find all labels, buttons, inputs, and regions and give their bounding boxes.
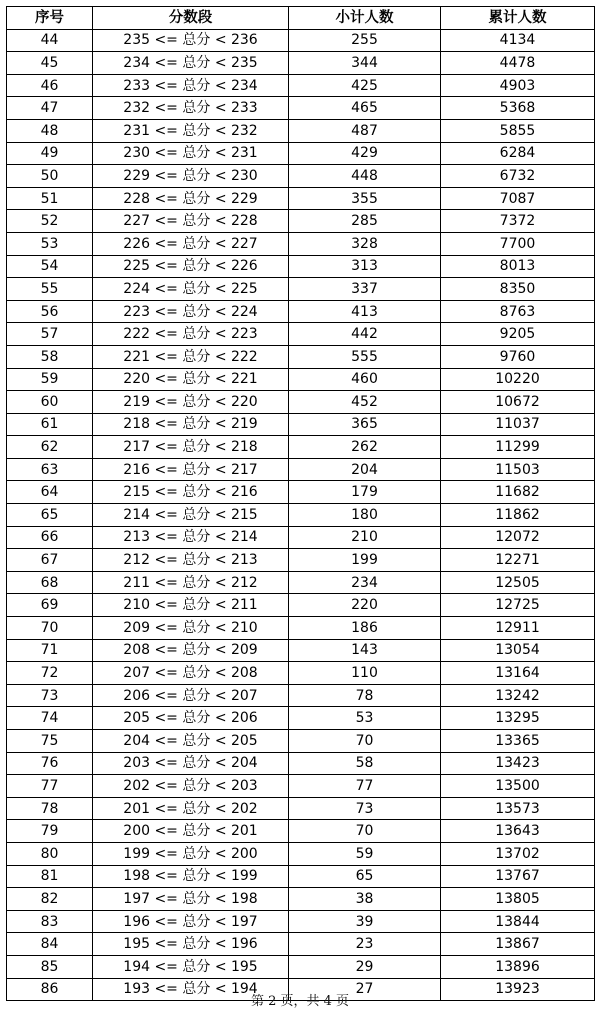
table-row: [7, 300, 595, 323]
cell-subtotal-count: 365: [289, 413, 441, 436]
cell-cumulative-count: 13242: [441, 684, 595, 707]
cell-subtotal-count: 460: [289, 368, 441, 391]
cell-cumulative-count: 11862: [441, 504, 595, 527]
cell-index: 86: [7, 978, 93, 1001]
cell-score-range: 225 <= 总分 < 226: [93, 255, 289, 278]
cell-cumulative-count: 10672: [441, 391, 595, 414]
table-row: [7, 52, 595, 75]
cell-cumulative-count: 12911: [441, 617, 595, 640]
table-row: [7, 888, 595, 911]
cell-cumulative-count: 6284: [441, 142, 595, 165]
cell-cumulative-count: 13295: [441, 707, 595, 730]
cell-cumulative-count: 13573: [441, 797, 595, 820]
table-row: [7, 910, 595, 933]
cell-index: 75: [7, 730, 93, 753]
cell-cumulative-count: 13805: [441, 888, 595, 911]
cell-subtotal-count: 452: [289, 391, 441, 414]
cell-subtotal-count: 413: [289, 300, 441, 323]
cell-score-range: 217 <= 总分 < 218: [93, 436, 289, 459]
cell-score-range: 199 <= 总分 < 200: [93, 842, 289, 865]
cell-index: 77: [7, 775, 93, 798]
cell-cumulative-count: 4478: [441, 52, 595, 75]
table-row: [7, 639, 595, 662]
cell-index: 83: [7, 910, 93, 933]
cell-subtotal-count: 465: [289, 97, 441, 120]
cell-score-range: 210 <= 总分 < 211: [93, 594, 289, 617]
cell-score-range: 214 <= 总分 < 215: [93, 504, 289, 527]
table-row: [7, 549, 595, 572]
header-score-range: 分数段: [93, 7, 289, 30]
cell-cumulative-count: 9760: [441, 345, 595, 368]
cell-subtotal-count: 448: [289, 165, 441, 188]
cell-cumulative-count: 11682: [441, 481, 595, 504]
cell-cumulative-count: 13923: [441, 978, 595, 1001]
cell-index: 81: [7, 865, 93, 888]
table-row: [7, 707, 595, 730]
cell-score-range: 203 <= 总分 < 204: [93, 752, 289, 775]
cell-index: 47: [7, 97, 93, 120]
cell-score-range: 197 <= 总分 < 198: [93, 888, 289, 911]
cell-score-range: 228 <= 总分 < 229: [93, 187, 289, 210]
cell-cumulative-count: 13164: [441, 662, 595, 685]
cell-subtotal-count: 255: [289, 29, 441, 52]
header-cumulative-count: 累计人数: [441, 7, 595, 30]
cell-index: 51: [7, 187, 93, 210]
cell-index: 82: [7, 888, 93, 911]
cell-index: 66: [7, 526, 93, 549]
cell-index: 50: [7, 165, 93, 188]
cell-subtotal-count: 262: [289, 436, 441, 459]
table-row: [7, 481, 595, 504]
cell-index: 44: [7, 29, 93, 52]
cell-subtotal-count: 355: [289, 187, 441, 210]
table-row: [7, 594, 595, 617]
cell-subtotal-count: 27: [289, 978, 441, 1001]
cell-index: 65: [7, 504, 93, 527]
table-row: [7, 165, 595, 188]
cell-score-range: 198 <= 总分 < 199: [93, 865, 289, 888]
cell-cumulative-count: 8763: [441, 300, 595, 323]
cell-subtotal-count: 58: [289, 752, 441, 775]
cell-subtotal-count: 53: [289, 707, 441, 730]
page-number-footer: 第 2 页，共 4 页: [250, 994, 350, 1009]
cell-index: 74: [7, 707, 93, 730]
table-row: [7, 323, 595, 346]
cell-index: 76: [7, 752, 93, 775]
cell-subtotal-count: 204: [289, 458, 441, 481]
table-row: [7, 142, 595, 165]
cell-subtotal-count: 78: [289, 684, 441, 707]
cell-cumulative-count: 7700: [441, 232, 595, 255]
cell-index: 73: [7, 684, 93, 707]
cell-subtotal-count: 285: [289, 210, 441, 233]
cell-index: 48: [7, 119, 93, 142]
cell-index: 68: [7, 571, 93, 594]
cell-cumulative-count: 11037: [441, 413, 595, 436]
cell-subtotal-count: 65: [289, 865, 441, 888]
cell-score-range: 195 <= 总分 < 196: [93, 933, 289, 956]
cell-cumulative-count: 11503: [441, 458, 595, 481]
table-row: [7, 571, 595, 594]
header-row: [7, 7, 595, 30]
cell-score-range: 193 <= 总分 < 194: [93, 978, 289, 1001]
cell-index: 72: [7, 662, 93, 685]
cell-index: 71: [7, 639, 93, 662]
cell-index: 78: [7, 797, 93, 820]
cell-index: 61: [7, 413, 93, 436]
cell-score-range: 212 <= 总分 < 213: [93, 549, 289, 572]
cell-score-range: 233 <= 总分 < 234: [93, 74, 289, 97]
cell-index: 49: [7, 142, 93, 165]
table-header: [7, 7, 595, 30]
cell-cumulative-count: 12271: [441, 549, 595, 572]
table-row: [7, 345, 595, 368]
cell-subtotal-count: 59: [289, 842, 441, 865]
cell-cumulative-count: 5855: [441, 119, 595, 142]
cell-cumulative-count: 10220: [441, 368, 595, 391]
table-row: [7, 29, 595, 52]
cell-index: 56: [7, 300, 93, 323]
cell-score-range: 219 <= 总分 < 220: [93, 391, 289, 414]
cell-score-range: 209 <= 总分 < 210: [93, 617, 289, 640]
cell-subtotal-count: 328: [289, 232, 441, 255]
cell-subtotal-count: 220: [289, 594, 441, 617]
table-row: [7, 232, 595, 255]
table-row: [7, 391, 595, 414]
cell-subtotal-count: 313: [289, 255, 441, 278]
cell-index: 45: [7, 52, 93, 75]
cell-score-range: 222 <= 总分 < 223: [93, 323, 289, 346]
cell-subtotal-count: 70: [289, 820, 441, 843]
cell-subtotal-count: 234: [289, 571, 441, 594]
cell-cumulative-count: 12072: [441, 526, 595, 549]
cell-cumulative-count: 5368: [441, 97, 595, 120]
cell-score-range: 229 <= 总分 < 230: [93, 165, 289, 188]
cell-subtotal-count: 110: [289, 662, 441, 685]
cell-score-range: 202 <= 总分 < 203: [93, 775, 289, 798]
table-row: [7, 662, 595, 685]
cell-cumulative-count: 7372: [441, 210, 595, 233]
cell-subtotal-count: 442: [289, 323, 441, 346]
table-row: [7, 617, 595, 640]
cell-score-range: 226 <= 总分 < 227: [93, 232, 289, 255]
cell-index: 70: [7, 617, 93, 640]
cell-index: 64: [7, 481, 93, 504]
cell-subtotal-count: 38: [289, 888, 441, 911]
cell-subtotal-count: 179: [289, 481, 441, 504]
cell-index: 69: [7, 594, 93, 617]
cell-index: 46: [7, 74, 93, 97]
cell-cumulative-count: 13500: [441, 775, 595, 798]
cell-cumulative-count: 11299: [441, 436, 595, 459]
cell-score-range: 201 <= 总分 < 202: [93, 797, 289, 820]
cell-score-range: 205 <= 总分 < 206: [93, 707, 289, 730]
table-row: [7, 97, 595, 120]
table-row: [7, 933, 595, 956]
cell-index: 85: [7, 955, 93, 978]
table-row: [7, 458, 595, 481]
cell-cumulative-count: 13423: [441, 752, 595, 775]
cell-cumulative-count: 4134: [441, 29, 595, 52]
cell-score-range: 223 <= 总分 < 224: [93, 300, 289, 323]
cell-subtotal-count: 77: [289, 775, 441, 798]
table-row: [7, 413, 595, 436]
table-row: [7, 210, 595, 233]
cell-score-range: 208 <= 总分 < 209: [93, 639, 289, 662]
cell-score-range: 227 <= 总分 < 228: [93, 210, 289, 233]
table-row: [7, 842, 595, 865]
cell-index: 58: [7, 345, 93, 368]
cell-subtotal-count: 487: [289, 119, 441, 142]
cell-score-range: 213 <= 总分 < 214: [93, 526, 289, 549]
table-row: [7, 436, 595, 459]
cell-score-range: 216 <= 总分 < 217: [93, 458, 289, 481]
cell-cumulative-count: 7087: [441, 187, 595, 210]
cell-index: 84: [7, 933, 93, 956]
cell-subtotal-count: 73: [289, 797, 441, 820]
cell-score-range: 230 <= 总分 < 231: [93, 142, 289, 165]
cell-subtotal-count: 337: [289, 278, 441, 301]
table-row: [7, 955, 595, 978]
table-row: [7, 775, 595, 798]
cell-subtotal-count: 555: [289, 345, 441, 368]
cell-index: 79: [7, 820, 93, 843]
cell-subtotal-count: 425: [289, 74, 441, 97]
cell-cumulative-count: 6732: [441, 165, 595, 188]
cell-score-range: 215 <= 总分 < 216: [93, 481, 289, 504]
cell-score-range: 218 <= 总分 < 219: [93, 413, 289, 436]
cell-cumulative-count: 13844: [441, 910, 595, 933]
cell-cumulative-count: 13702: [441, 842, 595, 865]
cell-index: 62: [7, 436, 93, 459]
cell-score-range: 221 <= 总分 < 222: [93, 345, 289, 368]
cell-index: 55: [7, 278, 93, 301]
cell-index: 67: [7, 549, 93, 572]
cell-cumulative-count: 12505: [441, 571, 595, 594]
table-row: [7, 255, 595, 278]
cell-index: 60: [7, 391, 93, 414]
cell-cumulative-count: 13767: [441, 865, 595, 888]
table-body: [7, 29, 595, 1001]
table-row: [7, 730, 595, 753]
cell-score-range: 204 <= 总分 < 205: [93, 730, 289, 753]
cell-cumulative-count: 12725: [441, 594, 595, 617]
cell-cumulative-count: 4903: [441, 74, 595, 97]
cell-index: 57: [7, 323, 93, 346]
cell-subtotal-count: 23: [289, 933, 441, 956]
cell-score-range: 235 <= 总分 < 236: [93, 29, 289, 52]
cell-subtotal-count: 199: [289, 549, 441, 572]
cell-cumulative-count: 8350: [441, 278, 595, 301]
cell-cumulative-count: 13896: [441, 955, 595, 978]
cell-score-range: 194 <= 总分 < 195: [93, 955, 289, 978]
cell-score-range: 231 <= 总分 < 232: [93, 119, 289, 142]
cell-subtotal-count: 39: [289, 910, 441, 933]
header-subtotal-count: 小计人数: [289, 7, 441, 30]
table-row: [7, 119, 595, 142]
cell-index: 52: [7, 210, 93, 233]
score-distribution-table: [6, 6, 595, 1001]
cell-score-range: 206 <= 总分 < 207: [93, 684, 289, 707]
cell-score-range: 232 <= 总分 < 233: [93, 97, 289, 120]
header-index: 序号: [7, 7, 93, 30]
cell-cumulative-count: 9205: [441, 323, 595, 346]
table-row: [7, 368, 595, 391]
cell-subtotal-count: 70: [289, 730, 441, 753]
table-row: [7, 74, 595, 97]
table-row: [7, 187, 595, 210]
cell-score-range: 220 <= 总分 < 221: [93, 368, 289, 391]
cell-cumulative-count: 13867: [441, 933, 595, 956]
cell-subtotal-count: 429: [289, 142, 441, 165]
table-row: [7, 684, 595, 707]
cell-score-range: 211 <= 总分 < 212: [93, 571, 289, 594]
cell-subtotal-count: 29: [289, 955, 441, 978]
cell-index: 63: [7, 458, 93, 481]
cell-index: 54: [7, 255, 93, 278]
cell-subtotal-count: 143: [289, 639, 441, 662]
table-row: [7, 526, 595, 549]
cell-score-range: 224 <= 总分 < 225: [93, 278, 289, 301]
cell-cumulative-count: 8013: [441, 255, 595, 278]
table-row: [7, 820, 595, 843]
cell-index: 53: [7, 232, 93, 255]
table-row: [7, 504, 595, 527]
table-row: [7, 278, 595, 301]
cell-cumulative-count: 13643: [441, 820, 595, 843]
table-row: [7, 797, 595, 820]
cell-subtotal-count: 180: [289, 504, 441, 527]
cell-subtotal-count: 344: [289, 52, 441, 75]
table-row: [7, 865, 595, 888]
cell-score-range: 200 <= 总分 < 201: [93, 820, 289, 843]
cell-subtotal-count: 186: [289, 617, 441, 640]
cell-score-range: 234 <= 总分 < 235: [93, 52, 289, 75]
cell-index: 80: [7, 842, 93, 865]
score-distribution-sheet: [6, 6, 594, 1001]
cell-index: 59: [7, 368, 93, 391]
cell-cumulative-count: 13054: [441, 639, 595, 662]
cell-subtotal-count: 210: [289, 526, 441, 549]
table-row: [7, 752, 595, 775]
cell-score-range: 196 <= 总分 < 197: [93, 910, 289, 933]
cell-score-range: 207 <= 总分 < 208: [93, 662, 289, 685]
cell-cumulative-count: 13365: [441, 730, 595, 753]
